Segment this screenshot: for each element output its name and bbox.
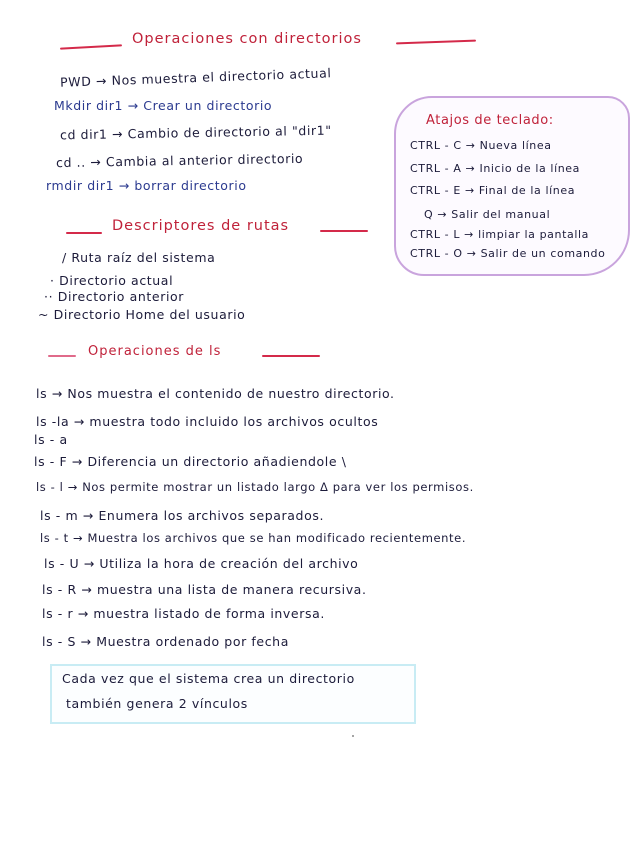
section-title-ls: Operaciones de ls	[88, 344, 222, 359]
dir-cmd-cd-up: cd .. → Cambia al anterior directorio	[55, 150, 304, 171]
ls-R: ls - R → muestra una lista de manera recursiva.	[42, 582, 367, 597]
shortcut-ctrl-l: CTRL - L → limpiar la pantalla	[410, 228, 589, 241]
shortcut-q: Q → Salir del manual	[424, 208, 551, 221]
note-line-1: Cada vez que el sistema crea un directorio	[62, 671, 355, 686]
shortcut-ctrl-a: CTRL - A → Inicio de la línea	[410, 162, 581, 175]
shortcut-ctrl-c: CTRL - C → Nueva línea	[410, 139, 552, 152]
section-title-directories: Operaciones con directorios	[132, 31, 362, 47]
dir-cmd-rmdir: rmdir dir1 → borrar directorio	[46, 178, 247, 193]
section-title-paths: Descriptores de rutas	[112, 218, 290, 234]
title3-underline-right	[262, 355, 320, 357]
ls-m: ls - m → Enumera los archivos separados.	[40, 508, 325, 523]
dir-cmd-cd: cd dir1 → Cambio de directorio al "dir1"	[59, 122, 332, 143]
ls-a: ls - a	[34, 432, 68, 447]
title-underline-right	[396, 40, 476, 45]
title2-underline-right	[320, 230, 368, 232]
ls-S: ls - S → Muestra ordenado por fecha	[42, 634, 289, 649]
shortcuts-title: Atajos de teclado:	[426, 113, 554, 128]
dir-cmd-mkdir: Mkdir dir1 → Crear un directorio	[54, 98, 273, 113]
shortcut-ctrl-o: CTRL - O → Salir de un comando	[410, 247, 606, 260]
path-current: · Directorio actual	[50, 273, 174, 288]
ls-U: ls - U → Utiliza la hora de creación del archivo	[44, 556, 359, 571]
title3-underline-left	[48, 355, 76, 357]
path-root: / Ruta raíz del sistema	[62, 250, 216, 265]
title2-underline-left	[66, 232, 102, 234]
dir-cmd-pwd: PWD → Nos muestra el directorio actual	[59, 65, 332, 90]
ls-la: ls -la → muestra todo incluido los archivos ocultos	[36, 414, 379, 429]
stray-dot	[352, 735, 354, 737]
shortcut-ctrl-e: CTRL - E → Final de la línea	[410, 184, 576, 197]
ls-t: ls - t → Muestra los archivos que se han modificado recientemente.	[40, 531, 467, 545]
ls-plain: ls → Nos muestra el contenido de nuestro directorio.	[36, 386, 395, 401]
ls-r: ls - r → muestra listado de forma inversa.	[42, 606, 325, 621]
path-parent: ·· Directorio anterior	[44, 289, 185, 304]
note-line-2: también genera 2 vínculos	[66, 696, 248, 711]
path-home: ~ Directorio Home del usuario	[38, 307, 246, 322]
title-underline-left	[60, 44, 122, 49]
ls-F: ls - F → Diferencia un directorio añadiendole \	[34, 454, 347, 469]
ls-l: ls - l → Nos permite mostrar un listado largo Δ para ver los permisos.	[36, 480, 474, 494]
